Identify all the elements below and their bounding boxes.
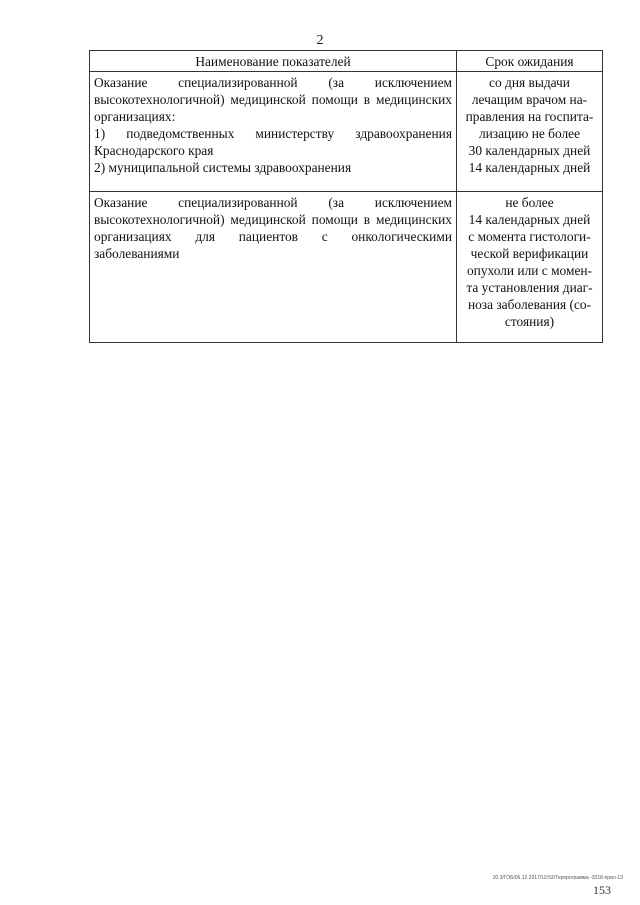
term-line: не более [505,195,554,210]
term-line: лечащим врачом на- [471,92,588,107]
term-cell [457,72,603,192]
indicator-text: Оказание специализированной (за исключением высокотехнологичной) медицинской помощи в медицинских организациях для пациентов с онкологическими заболеваниями [94,195,452,261]
term-line: 30 календарных дней [468,143,591,158]
term-line: 14 календарных дней [468,160,591,175]
term-line: со дня выдачи [489,75,570,90]
waiting-times-table [89,50,603,343]
term-line: с момента гистологи- [468,229,591,244]
document-meta-footer: 20.3/ГОБ/06.12.2017/10:53/Терпрограмма -2018-прил-13 [492,875,623,881]
term-line: лизацию не более [478,126,581,141]
term-line: опухоли или с момен- [466,263,593,278]
table-header-row [90,51,603,72]
term-line: ноза заболевания (со- [467,297,592,312]
table-row [90,72,603,192]
term-line: та установления диаг- [466,280,593,295]
term-line: ческой верификации [470,246,589,261]
header-waiting-term: Срок ожидания [457,51,603,72]
sheet-number: 153 [593,883,611,897]
page-number: 2 [316,33,324,48]
table-row [90,192,603,343]
term-cell [457,192,603,343]
header-indicator-name: Наименование показателей [90,51,457,72]
indicator-list-item: 1) подведомственных министерству здравоохранения Краснодарского края [94,126,452,158]
term-line: правления на госпита- [465,109,594,124]
term-line: 14 календарных дней [468,212,591,227]
indicator-cell [90,192,457,343]
term-line: стояния) [504,314,555,329]
indicator-text: Оказание специализированной (за исключением высокотехнологичной) медицинской помощи в медицинских организациях: [94,75,452,124]
indicator-list-item: 2) муниципальной системы здравоохранения [94,160,352,175]
indicator-cell [90,72,457,192]
